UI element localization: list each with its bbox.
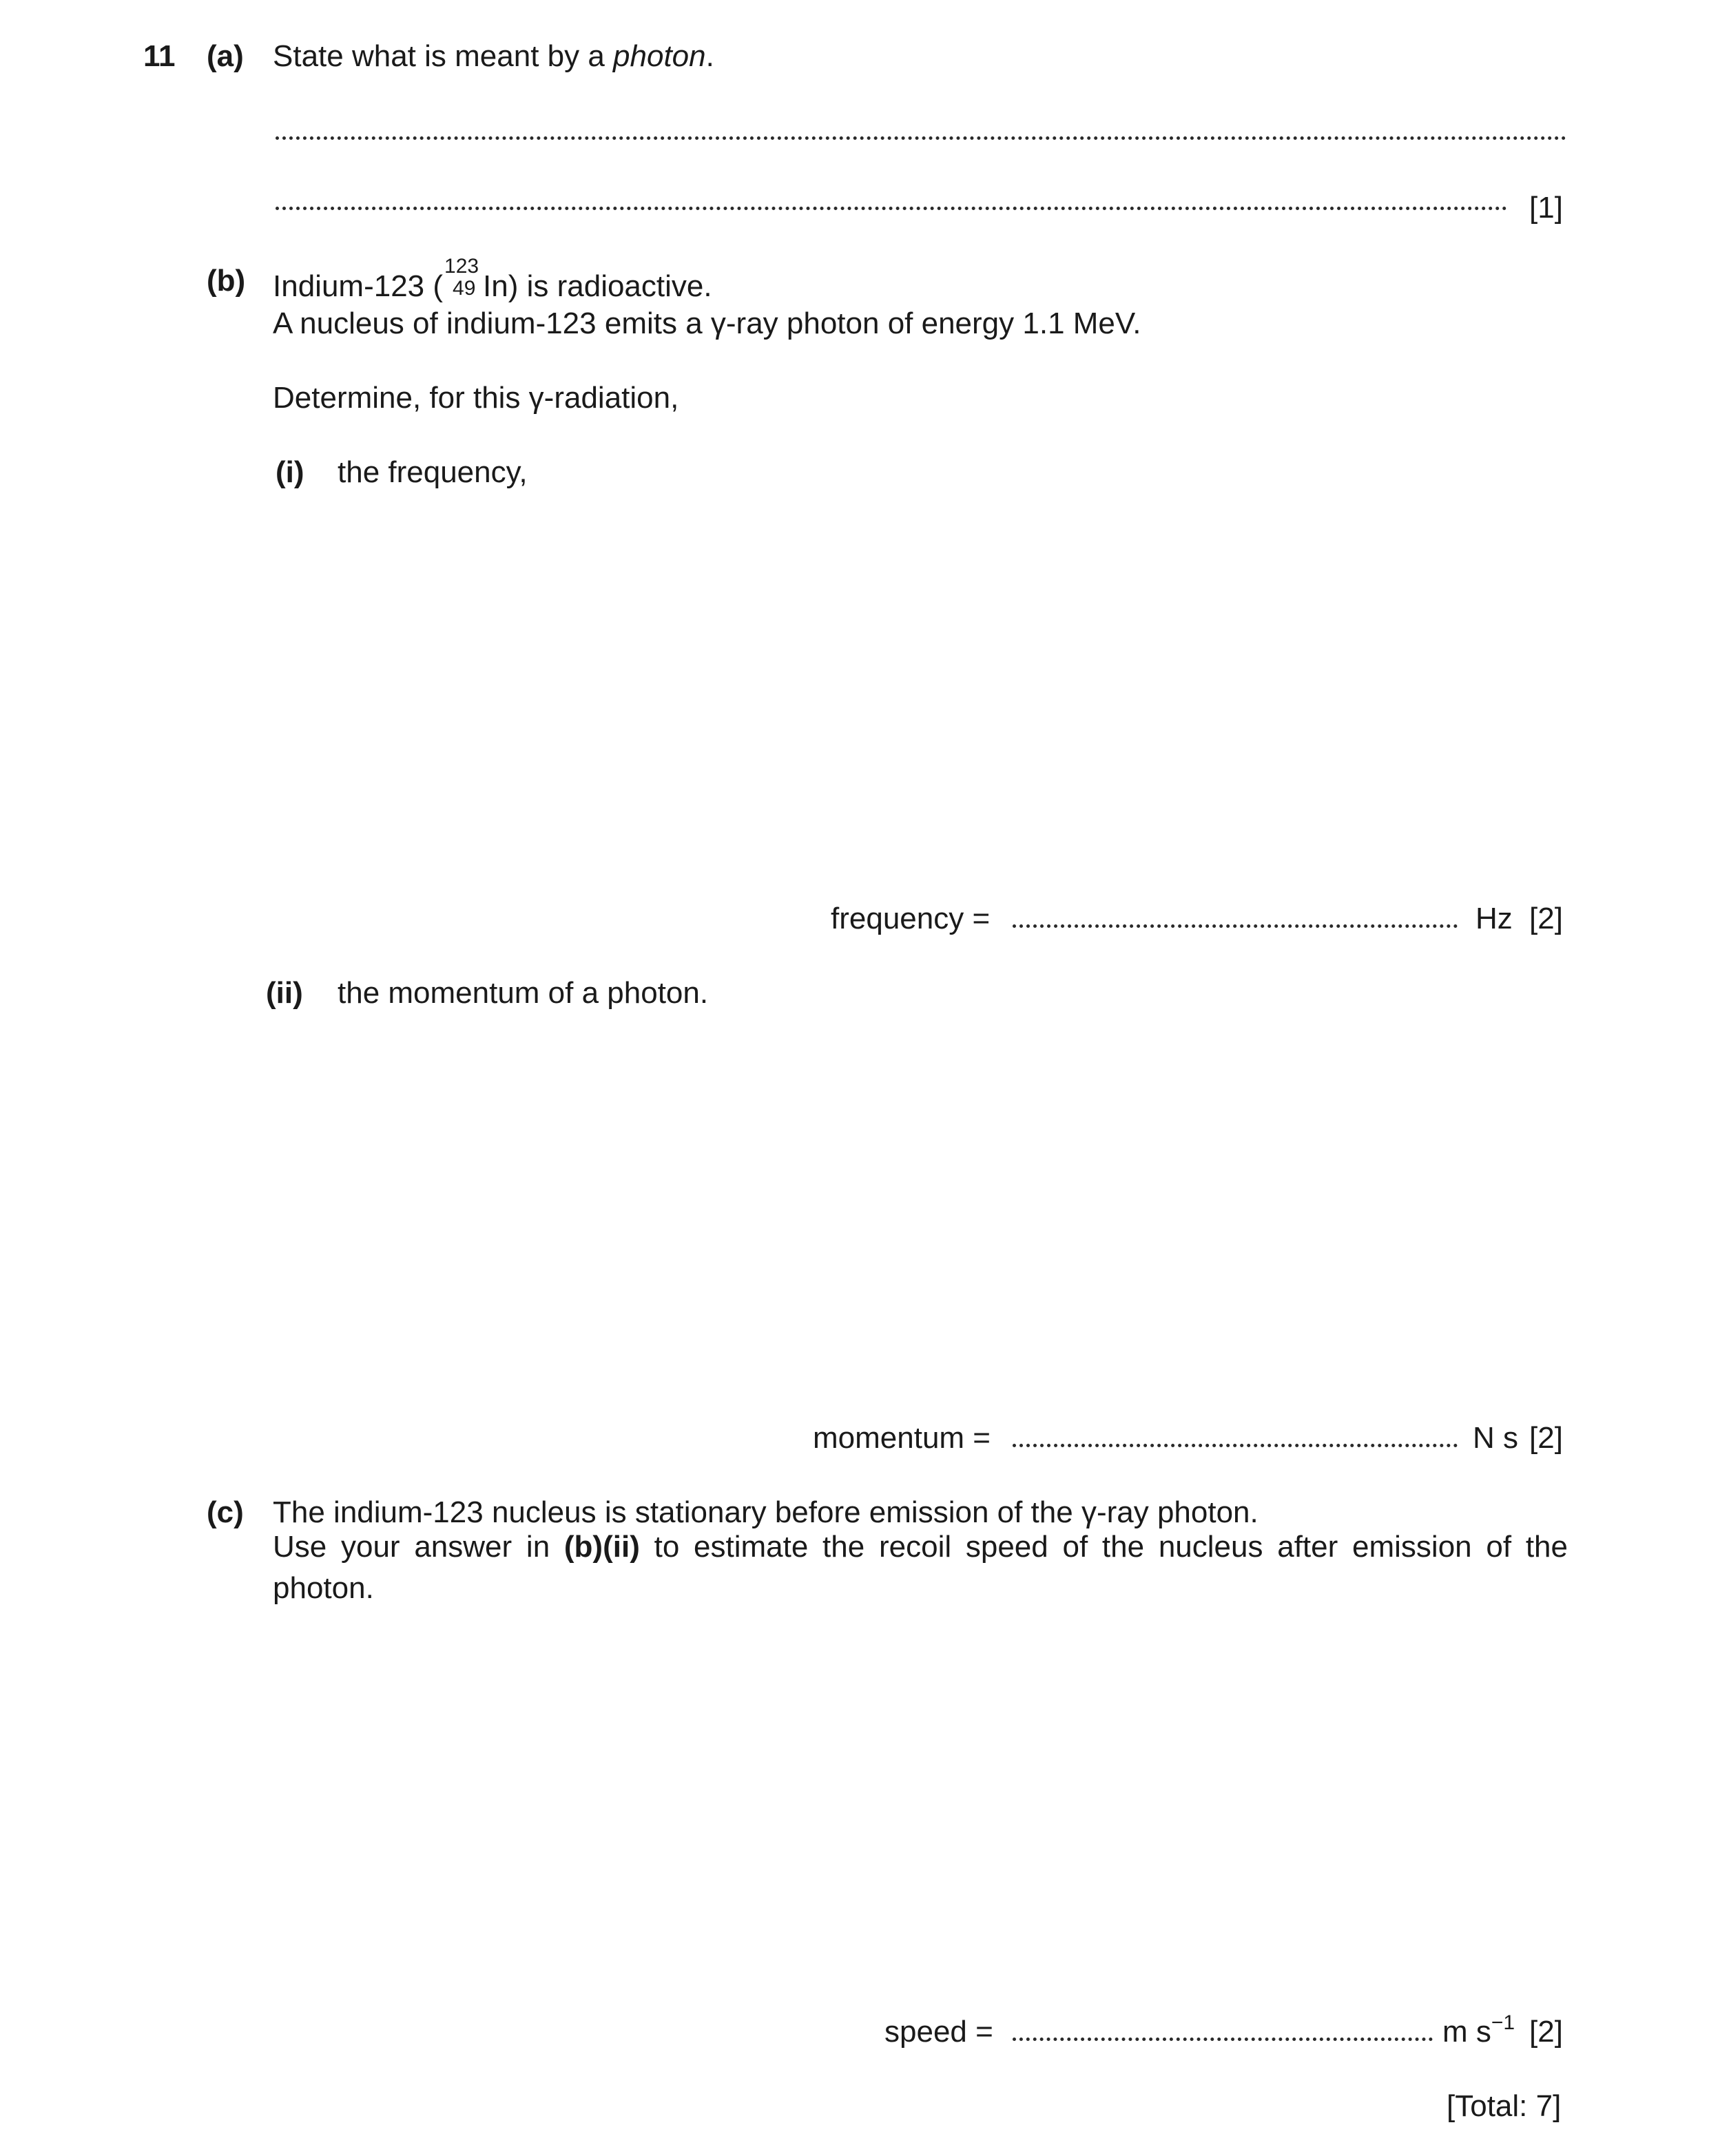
momentum-marks: [2] xyxy=(1529,1421,1563,1455)
part-c-line2-reference: (b)(ii) xyxy=(563,1530,640,1564)
part-b-determine: Determine, for this γ-radiation, xyxy=(273,381,679,415)
momentum-answer-label: momentum = xyxy=(813,1421,991,1455)
part-c-line2-end: to estimate the recoil speed of the nucleus after emission of the xyxy=(639,1530,1568,1564)
frequency-marks: [2] xyxy=(1529,902,1563,935)
isotope-symbol: In xyxy=(483,269,508,303)
part-b-ii-text: the momentum of a photon. xyxy=(338,976,709,1010)
part-a-prompt xyxy=(273,41,714,72)
part-b-intro-end: ) is radioactive. xyxy=(508,269,712,303)
part-c-line2 xyxy=(273,1528,1568,1566)
part-b-i-text: the frequency, xyxy=(338,455,528,489)
speed-unit-exponent: −1 xyxy=(1491,2011,1515,2034)
part-b-ii-label: (ii) xyxy=(266,976,303,1010)
total-marks: [Total: 7] xyxy=(1447,2089,1562,2123)
momentum-answer-field[interactable] xyxy=(1013,1444,1458,1447)
part-a-prompt-italic: photon xyxy=(613,39,706,73)
question-number: 11 xyxy=(143,39,176,73)
part-a-label: (a) xyxy=(207,39,244,73)
speed-unit-base: m s xyxy=(1442,2015,1491,2049)
speed-answer-field[interactable] xyxy=(1013,2038,1433,2041)
part-b-line2: A nucleus of indium-123 emits a γ-ray photon of energy 1.1 MeV. xyxy=(273,307,1141,340)
part-c-line3: photon. xyxy=(273,1571,374,1605)
frequency-answer-field[interactable] xyxy=(1013,924,1458,928)
frequency-unit: Hz xyxy=(1475,902,1513,935)
part-a-prompt-end: . xyxy=(705,39,714,73)
part-a-answer-line-1[interactable] xyxy=(276,136,1566,140)
speed-marks: [2] xyxy=(1529,2015,1563,2049)
part-c-label: (c) xyxy=(207,1495,244,1529)
isotope-atomic-number: 49 xyxy=(453,277,476,300)
speed-unit xyxy=(1442,2011,1515,2049)
part-a-prompt-text: State what is meant by a xyxy=(273,39,614,73)
isotope-mass-number: 123 xyxy=(444,255,479,278)
speed-answer-label: speed = xyxy=(884,2015,993,2049)
part-b-label: (b) xyxy=(207,264,246,298)
part-b-i-label: (i) xyxy=(276,455,304,489)
part-a-answer-line-2[interactable] xyxy=(276,207,1507,210)
part-c-line2-text: Use your answer in xyxy=(273,1530,564,1564)
momentum-unit: N s xyxy=(1473,1421,1518,1455)
part-b-intro xyxy=(273,255,712,303)
frequency-answer-label: frequency = xyxy=(831,902,991,935)
isotope-notation xyxy=(443,255,483,300)
part-c-line1: The indium-123 nucleus is stationary before emission of the γ-ray photon. xyxy=(273,1495,1259,1529)
part-a-marks: [1] xyxy=(1529,191,1563,225)
part-b-intro-text: Indium-123 ( xyxy=(273,269,444,303)
